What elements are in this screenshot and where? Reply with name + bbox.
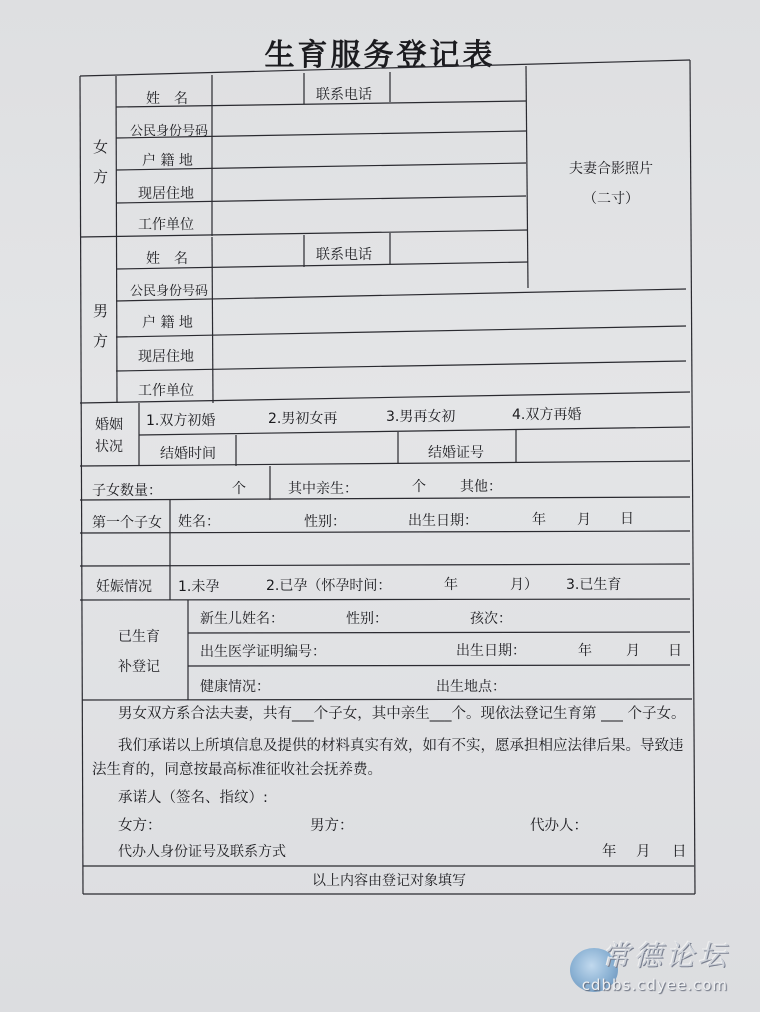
male-phone-field[interactable] xyxy=(392,240,524,260)
female-signature-label: 女方： xyxy=(118,818,162,834)
marriage-label-2: 状况 xyxy=(95,439,123,455)
declaration-year: 年 xyxy=(602,844,617,860)
declaration-line-2: 我们承诺以上所填信息及提供的材料真实有效，如有不实，愿承担相应法律后果。导致违 xyxy=(118,738,684,754)
male-workplace-label: 工作单位 xyxy=(138,383,194,399)
newborn-year: 年 xyxy=(578,643,592,659)
female-phone-label: 联系电话 xyxy=(316,87,372,103)
promiser-label: 承诺人（签名、指纹）: xyxy=(118,790,268,806)
newborn-order-label: 孩次： xyxy=(470,611,512,627)
pregnancy-label: 妊娠情况 xyxy=(96,579,152,595)
marriage-cert-field[interactable] xyxy=(518,434,684,454)
male-name-label: 姓 名 xyxy=(146,251,188,267)
marriage-option-2[interactable]: 2.男初女再 xyxy=(268,411,338,427)
first-child-name-label: 姓名： xyxy=(178,514,220,530)
newborn-gender-label: 性别： xyxy=(346,611,388,627)
female-name-label: 姓 名 xyxy=(146,91,188,107)
form-title: 生育服务登记表 xyxy=(264,38,496,73)
first-child-label: 第一个子女 xyxy=(92,515,162,531)
male-workplace-field[interactable] xyxy=(214,374,682,394)
male-residence-field[interactable] xyxy=(214,340,682,360)
first-child-birth-label: 出生日期： xyxy=(408,513,478,529)
children-other-label: 其他： xyxy=(460,479,502,495)
pregnancy-option-3[interactable]: 3.已生育 xyxy=(566,577,622,593)
male-household-field[interactable] xyxy=(214,306,682,326)
female-phone-field[interactable] xyxy=(392,80,522,100)
newborn-day: 日 xyxy=(668,643,682,659)
male-section-label-2: 方 xyxy=(93,332,109,350)
newborn-cert-label: 出生医学证明编号： xyxy=(200,644,326,660)
watermark xyxy=(556,939,746,1004)
first-child-day: 日 xyxy=(620,511,634,527)
male-section-label-1: 男 xyxy=(93,302,109,320)
children-biological-unit: 个 xyxy=(412,479,426,495)
watermark-url: cdbbs.cdyee.com xyxy=(581,976,728,994)
female-workplace-field[interactable] xyxy=(214,208,522,228)
male-name-field[interactable] xyxy=(214,244,302,264)
newborn-month: 月 xyxy=(626,643,640,659)
agent-contact-label: 代办人身份证号及联系方式 xyxy=(118,844,286,860)
watermark-name: 常德论坛 xyxy=(601,939,730,972)
pregnancy-option-2[interactable]: 2.已孕（怀孕时间： xyxy=(266,578,392,594)
female-id-label: 公民身份号码 xyxy=(130,124,209,139)
male-id-label: 公民身份号码 xyxy=(130,284,209,299)
marriage-cert-label: 结婚证号 xyxy=(428,445,484,461)
second-child-row-field[interactable] xyxy=(172,538,686,560)
female-household-label: 户 籍 地 xyxy=(142,153,193,169)
first-child-gender-label: 性别： xyxy=(304,514,346,530)
female-section-label-2: 方 xyxy=(93,168,109,186)
marriage-option-4[interactable]: 4.双方再婚 xyxy=(512,407,582,423)
female-id-field[interactable] xyxy=(214,112,522,132)
female-residence-label: 现居住地 xyxy=(138,186,194,202)
male-signature-label: 男方： xyxy=(310,818,354,834)
female-section-label-1: 女 xyxy=(93,138,109,156)
male-phone-label: 联系电话 xyxy=(316,247,372,263)
marriage-option-1[interactable]: 1.双方初婚 xyxy=(146,413,216,429)
male-residence-label: 现居住地 xyxy=(138,349,194,365)
pregnancy-option-1[interactable]: 1.未孕 xyxy=(178,579,220,595)
male-id-field[interactable] xyxy=(214,272,524,292)
female-household-field[interactable] xyxy=(214,144,522,164)
newborn-label-1: 已生育 xyxy=(118,629,160,645)
children-biological-label: 其中亲生： xyxy=(288,481,358,497)
declaration-line-1: 男女双方系合法夫妻，共有___个子女，其中亲生___个。现依法登记生育第 ___ 个子女。 xyxy=(118,706,686,722)
marriage-label-1: 婚姻 xyxy=(95,417,123,433)
declaration-month: 月 xyxy=(636,844,651,860)
marriage-time-field[interactable] xyxy=(238,438,394,458)
newborn-place-label: 出生地点： xyxy=(436,679,506,695)
newborn-name-label: 新生儿姓名： xyxy=(200,611,284,627)
children-count-unit: 个 xyxy=(232,481,246,497)
newborn-birth-date-label: 出生日期： xyxy=(456,643,526,659)
male-household-label: 户 籍 地 xyxy=(142,315,193,331)
pregnancy-year: 年 xyxy=(444,577,458,593)
marriage-time-label: 结婚时间 xyxy=(160,446,216,462)
first-child-month: 月 xyxy=(577,512,591,528)
photo-size: （二寸） xyxy=(583,191,639,207)
form-footer: 以上内容由登记对象填写 xyxy=(312,873,466,889)
declaration-day: 日 xyxy=(672,844,687,860)
newborn-health-label: 健康情况： xyxy=(200,679,270,695)
female-workplace-label: 工作单位 xyxy=(138,217,194,233)
children-count-label: 子女数量： xyxy=(92,483,162,499)
newborn-label-2: 补登记 xyxy=(118,659,160,675)
female-name-field[interactable] xyxy=(214,82,302,102)
pregnancy-month: 月） xyxy=(510,577,538,593)
marriage-option-3[interactable]: 3.男再女初 xyxy=(386,409,456,425)
female-residence-field[interactable] xyxy=(214,176,522,196)
photo-label: 夫妻合影照片 xyxy=(569,161,653,177)
declaration-line-3: 法生育的，同意按最高标准征收社会抚养费。 xyxy=(92,762,382,778)
first-child-year: 年 xyxy=(532,512,546,528)
agent-signature-label: 代办人： xyxy=(530,818,588,834)
